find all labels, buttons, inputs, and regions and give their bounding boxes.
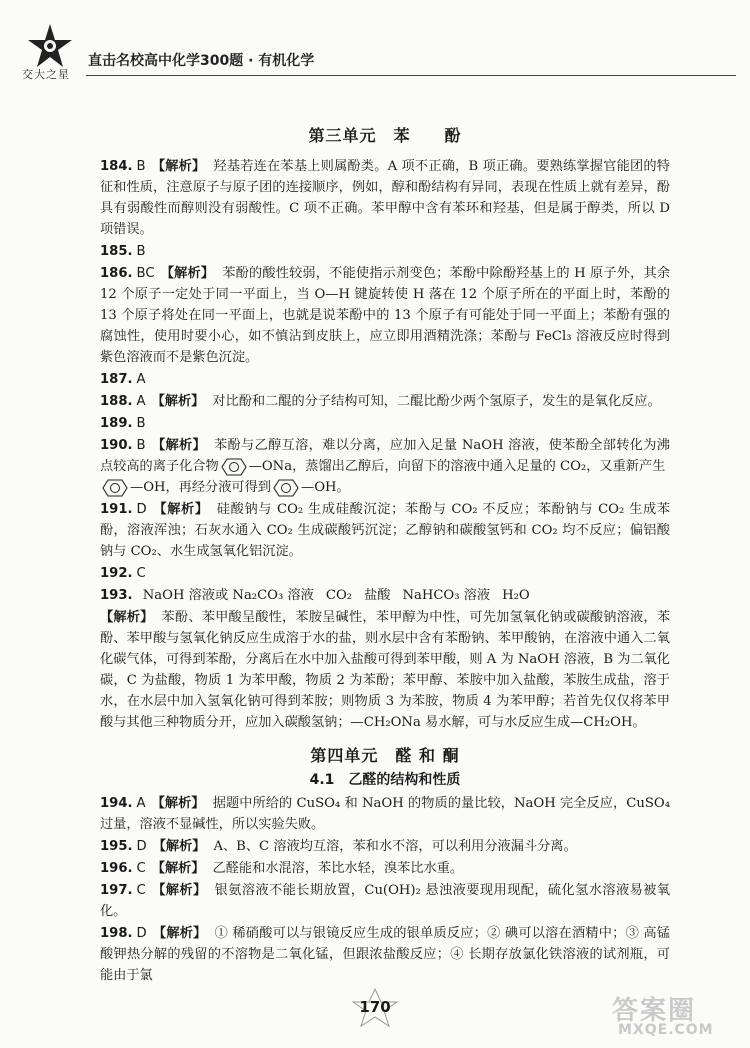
answer-choice: B: [136, 159, 146, 174]
answer-choice: A: [136, 796, 146, 811]
answer-choice: D: [136, 926, 147, 941]
unit-3-title: 第三单元 苯 酚: [308, 126, 462, 145]
answer-choice: C: [136, 566, 146, 581]
question-number: 188.: [100, 394, 133, 409]
answer-entry-193: 193. NaOH 溶液或 Na₂CO₃ 溶液 CO₂ 盐酸 NaHCO₃ 溶液 H₂O: [100, 585, 670, 606]
answer-item: CO₂: [325, 588, 353, 603]
page-number: 170: [345, 988, 405, 1028]
analysis-text: 银氨溶液不能长期放置，Cu(OH)₂ 悬浊液要现用现配，硫化氢水溶液易被氧化。: [100, 883, 671, 919]
page-header: [0, 0, 750, 80]
answer-choice: A: [136, 394, 146, 409]
analysis-tag: 【解析】: [152, 926, 207, 941]
question-number: 185.: [100, 244, 133, 259]
answer-choice: C: [136, 861, 146, 876]
analysis-text: A、B、C 溶液均互溶，苯和水不溶，可以利用分液漏斗分离。: [213, 839, 577, 854]
answer-entry-195: [100, 836, 670, 857]
answer-choice: C: [136, 883, 146, 898]
answer-entry-184: [100, 156, 670, 240]
answer-entry-186: [100, 263, 670, 368]
analysis-tag: 【解析】: [151, 796, 205, 811]
answer-choice: BC: [136, 266, 155, 281]
answer-entry-185: [100, 241, 670, 262]
answer-entry-187: [100, 369, 670, 390]
answer-choice: D: [136, 502, 147, 517]
analysis-tag: 【解析】: [151, 394, 205, 409]
page-content: [100, 125, 670, 987]
benzene-ring-icon: [273, 478, 299, 498]
question-number: 197.: [100, 883, 133, 898]
answer-choice: A: [136, 372, 146, 387]
explanation-193: 【解析】 苯酚、苯甲酸呈酸性，苯胺呈碱性，苯甲醇为中性，可先加氢氧化钠或碳酸钠溶液，苯酚、苯甲酸与氢氧化钠反应生成溶于水的盐，则水层中含有苯酚钠、苯甲酸钠，在溶液中通入二氧化碳气体，可得到苯酚，分离后在水中加入盐酸可得到苯甲酸，则 A 为 NaOH 溶液，B 为二氧化碳，C 为盐酸，物质 1 为苯甲酸，物质 2 为苯酚；苯甲醇、苯胺中加入盐酸，苯胺生成盐，溶于水，在水层中加入氢氧化钠可得到苯胺；则物质 3 为苯胺，物质 4 为苯甲醇；若首先仅仅将苯甲酸与其他三种物质分开，应加入碳酸氢钠；—CH₂ONa 易水解，可与水反应生成—CH₂OH。: [100, 610, 671, 730]
question-number: 189.: [100, 416, 133, 431]
answer-choice: B: [136, 416, 146, 431]
benzene-ring-icon: [221, 457, 247, 477]
series-title: 直击名校高中化学300题 · 有机化学: [88, 53, 315, 69]
answer-entry-190: 190. B 【解析】 苯酚与乙醇互溶，难以分离，应加入足量 NaOH 溶液，使苯酚全部转化为沸点较高的离子化合物 —ONa，蒸馏出乙醇后，向留下的溶液中通入足量的 CO₂，又重新产生 —OH，再经分液可得到 —OH。: [100, 435, 670, 498]
analysis-tag: 【解析】: [151, 861, 205, 876]
analysis-tag: 【解析】: [152, 839, 206, 854]
answer-item: H₂O: [502, 588, 530, 603]
analysis-tag: 【解析】: [151, 159, 206, 174]
answer-entry-188: [100, 391, 670, 412]
analysis-text: 对比酚和二醌的分子结构可知，二醌比酚少两个氢原子，发生的是氧化反应。: [212, 394, 661, 409]
answer-choice: D: [136, 839, 147, 854]
header-divider: [86, 75, 736, 76]
answer-entry-189: [100, 413, 670, 434]
logo-text: 交大之星: [22, 68, 70, 81]
question-number: 195.: [100, 839, 133, 854]
question-number: 187.: [100, 372, 133, 387]
analysis-text: ① 稀硝酸可以与银镜反应生成的银单质反应；② 碘可以溶在酒精中；③ 高锰酸钾热分解的残留的不溶物是二氧化锰，但跟浓盐酸反应；④ 长期存放氯化铁溶液的试剂瓶，可能由于氯: [100, 926, 671, 983]
question-number: 198.: [100, 926, 133, 941]
watermark: 答案圈 MXQE.COM: [612, 996, 714, 1038]
answer-entry-191: [100, 499, 670, 562]
question-number: 184.: [100, 159, 133, 174]
answer-choice: B: [136, 244, 146, 259]
answer-item: NaOH 溶液或 Na₂CO₃ 溶液: [142, 588, 314, 603]
unit-3-entries-continued: [100, 499, 670, 584]
question-number: 186.: [100, 266, 133, 281]
unit-3-entries: [100, 156, 670, 434]
analysis-text: 乙醛能和水混溶，苯比水轻，溴苯比水重。: [212, 861, 464, 876]
benzene-ring-icon: [102, 478, 128, 498]
answer-entry-198: [100, 923, 670, 986]
answer-entry-197: [100, 880, 670, 922]
analysis-tag: 【解析】: [160, 266, 215, 281]
answer-item: 盐酸: [364, 588, 391, 603]
answer-entry-196: [100, 858, 670, 879]
answer-entry-194: [100, 793, 670, 835]
question-number: 191.: [100, 502, 133, 517]
question-number: 196.: [100, 861, 133, 876]
analysis-text: 苯酚的酸性较弱，不能使指示剂变色；苯酚中除酚羟基上的 H 原子外，其余 12 个原子一定处于同一平面上，当 O—H 键旋转使 H 落在 12 个原子所在的平面上时，苯酚的 13 个原子将处在同一平面上，也就是说苯酚中的 13 个原子有可能处于同一平面上；苯酚有强的腐蚀性，使用时要小心，如不慎沾到皮肤上，应立即用酒精洗涤；苯酚与 FeCl₃ 溶液反应时得到紫色溶液而不是紫色沉淀。: [100, 266, 671, 365]
answer-item: NaHCO₃ 溶液: [402, 588, 491, 603]
unit-4-title: 第四单元 醛 和 酮: [310, 746, 460, 765]
answer-list-193: [137, 588, 536, 603]
section-4-1-title: 4.1 乙醛的结构和性质: [309, 772, 461, 788]
analysis-text: 羟基若连在苯基上则属酚类。A 项不正确，B 项正确。要熟练掌握官能团的特征和性质，注意原子与原子团的连接顺序，例如，醇和酚结构有异同，表现在性质上就有差异，酚具有弱酸性而醇则没有弱酸性。C 项不正确。苯甲醇中含有苯环和羟基，但是属于醇类，所以 D 项错误。: [100, 159, 670, 237]
analysis-tag: 【解析】: [151, 883, 207, 898]
analysis-text: 据题中所给的 CuSO₄ 和 NaOH 的物质的量比较，NaOH 完全反应，CuSO₄ 过量，溶液不显碱性，所以实验失败。: [100, 796, 670, 832]
answer-entry-192: [100, 563, 670, 584]
star-logo-icon: [26, 22, 74, 70]
analysis-tag: 【解析】: [152, 502, 209, 517]
analysis-text: 硅酸钠与 CO₂ 生成硅酸沉淀；苯酚与 CO₂ 不反应；苯酚钠与 CO₂ 生成苯酚，溶液浑浊；石灰水通入 CO₂ 生成碳酸钙沉淀；乙醇钠和碳酸氢钙和 CO₂ 均不反应；偏铝酸钠与 CO₂、水生成氢氧化铝沉淀。: [100, 502, 671, 559]
unit-4-entries: [100, 793, 670, 986]
question-number: 192.: [100, 566, 133, 581]
question-number: 194.: [100, 796, 133, 811]
